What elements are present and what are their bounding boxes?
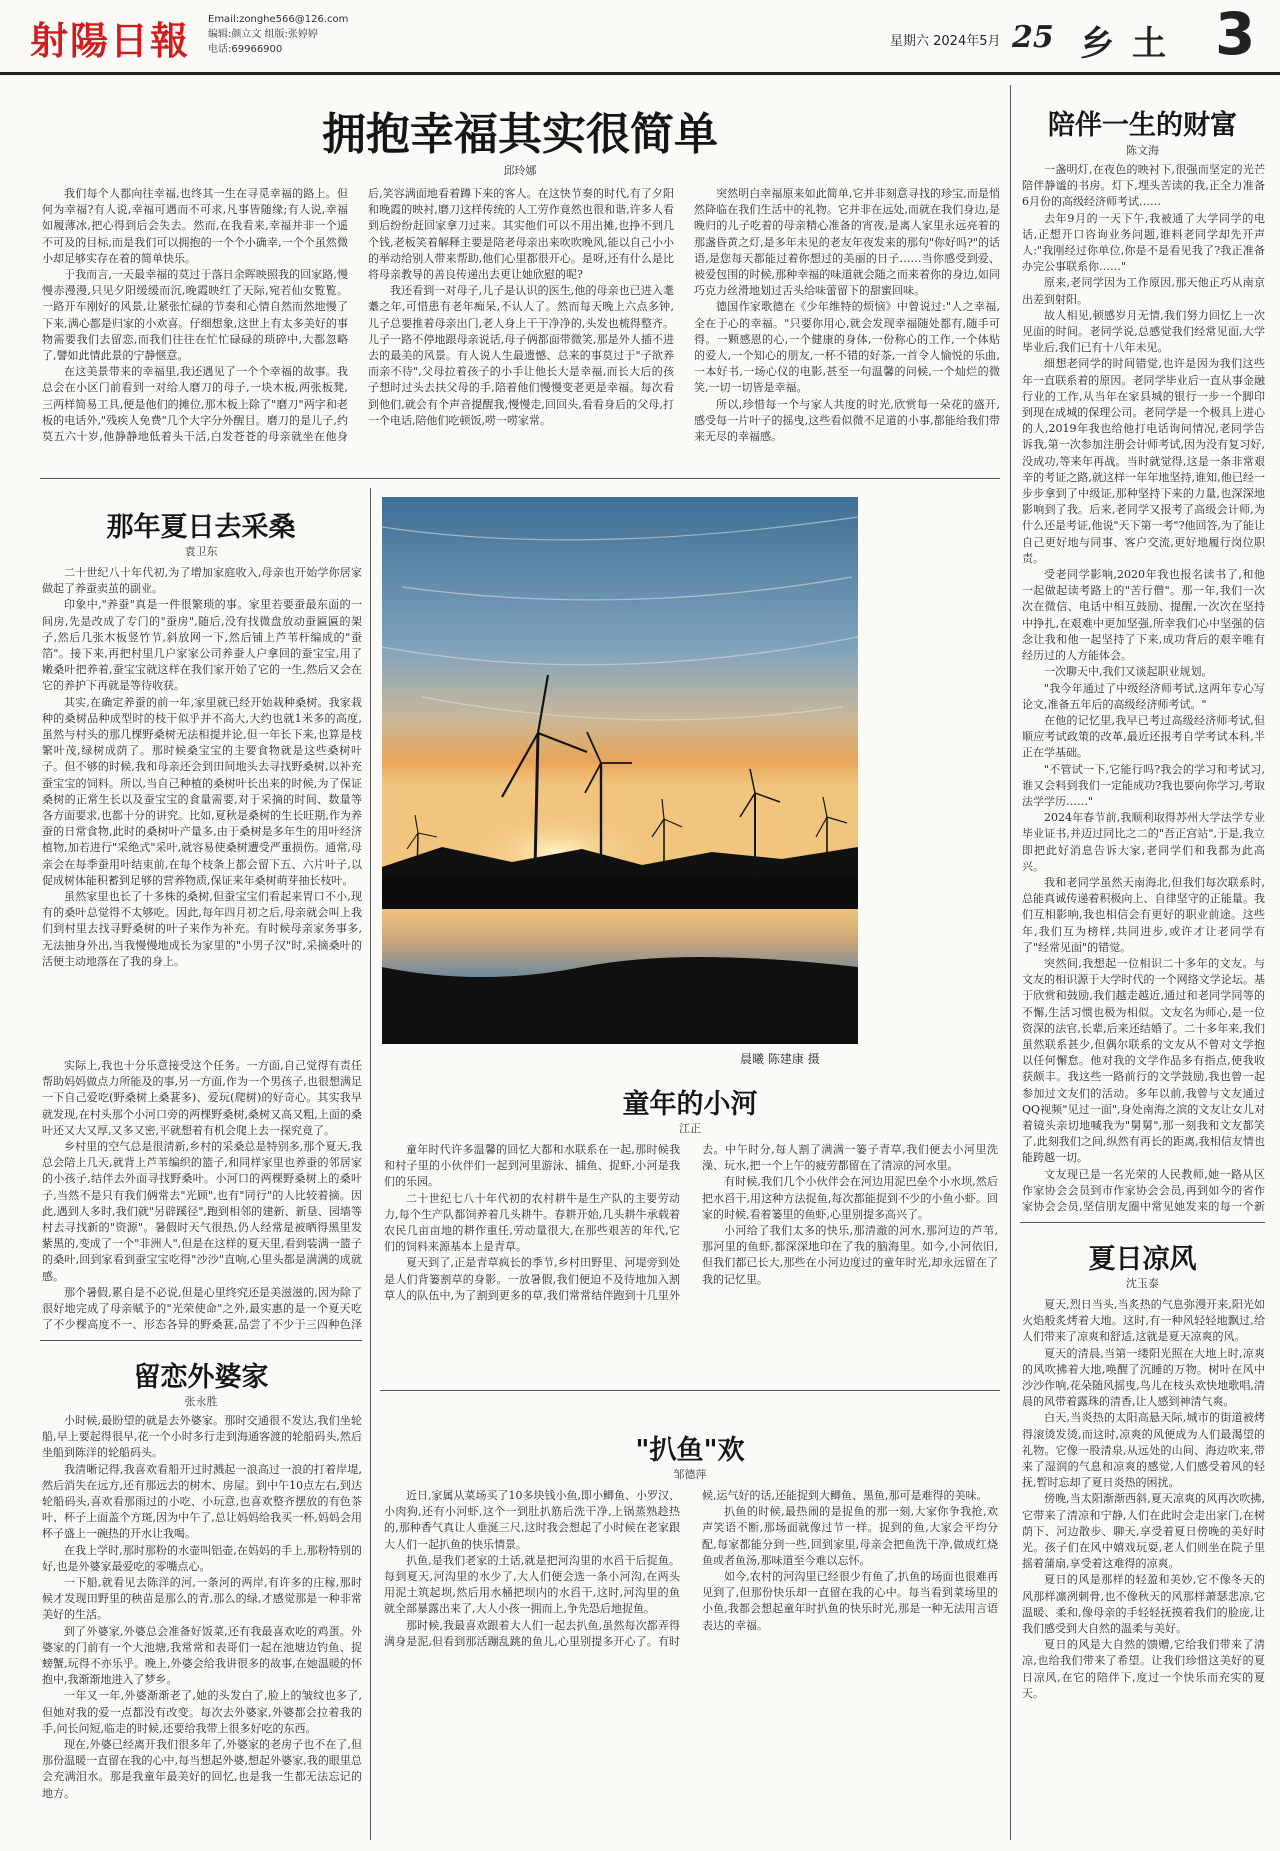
divider-right-lower bbox=[1020, 1222, 1265, 1223]
article-title: 陪伴一生的财富 bbox=[1048, 110, 1237, 141]
article-body: 童年时代许多温馨的回忆大都和水联系在一起,那时候我和村子里的小伙伴们一起到河里游泳、捕鱼、捉虾,小河是我们的乐园。 二十世纪七八十年代初的农村耕牛是生产队的主要劳动力,每个生产队都饲养着几头耕牛。春耕开始,几头耕牛承载着农民几亩亩地的耕作重任,劳动量很大,在那些艰苦的年代,它们的饲料来源基本上是青草。 夏天到了,正是青草疯长的季节,乡村田野里、河堤旁到处是人们背篓割草的身影。一放暑假,我们便迫不及待地加入割草人的队伍中,为了割到更多的草,我们常常结伴跑到十几里外去。中午时分,每人割了满满一篓子青草,我们便去小河里洗澡、玩水,把一个上午的疲劳都留在了清凉的河水里。 有时候,我们几个小伙伴会在河边用泥巴垒个小水坝,然后把水舀干,用这种方法捉鱼,每次都能捉到不少的小鱼小虾。回家的时候,看着篓里的鱼虾,心里别提多高兴了。 小河给了我们太多的快乐,那清澈的河水,那河边的芦苇,那河里的鱼虾,都深深地印在了我的脑海里。如今,小河依旧,但我们都已长大,那些在小河边度过的童年时光,却永远留在了我的记忆里。 bbox=[384, 1143, 998, 1302]
divider-left-lower bbox=[40, 1340, 362, 1341]
article-title: "扒鱼"欢 bbox=[635, 1435, 745, 1466]
phone-line: 电话:69966900 bbox=[208, 44, 283, 55]
article-body: 我们每个人都向往幸福,也终其一生在寻觅幸福的路上。但何为幸福?有人说,幸福可遇而不可求,凡事皆随缘;有人说,幸福如履薄冰,把心得到后会失去。然而,在我看来,幸福并非一个遥不可及的目标,而是我们可以拥抱的一个个小确幸,一个个虽然微小却足够实存在着的简单快乐。 于我而言,一天最幸福的莫过于落日余晖映照我的回家路,慢慢赤漫漫,只见夕阳缓缓而沉,晚霞映红了天际,宛若仙女覧覧。一路开车刚好的风景,让紧张忙碌的节奏和心情自然而然地慢了下来,满心都是归家的小欢喜。仔细想象,这世上有太多美好的事物需要我们去留恋,而我们往往在忙忙碌碌的琐碎中,大都忽略了,譬如此情此景的宁静惬意。 在这美景带来的幸福里,我还遇见了一个个幸福的故事。我总会在小区门前看到一对给人磨刀的母子,一块木板,两张板凳,三两样简易工具,便是他们的摊位,那木板上除了"磨刀"两字和老板的电话外,"残疾人免费"几个大字分外醒目。磨刀的是儿子,约莫五六十岁,他静静地低着头干活,白发苍苍的母亲就坐在他身后,笑容满面地看着蹲下来的客人。在这快节奏的时代,有了夕阳和晚霞的映衬,磨刀这样传统的人工劳作竟然也很和谐,许多人看到后纷纷赶回家拿刀过来。其实他们可以不用出摊,也挣不到几个钱,老板笑着解释主要是陪老母亲出来吹吹晚风,能以自己小小的举动给别人带来帮助,他们心里都很开心。是呀,还有什么是比将母亲教导的善良传递出去更让她欣慰的呢? 我还看到一对母子,儿子是认识的医生,他的母亲也已进入耄耋之年,可惜患有老年痴呆,不认人了。然而每天晚上六点多钟,儿子总要推着母亲出门,老人身上干干净净的,头发也梳得整齐。儿子一路不停地跟母亲说话,母子俩都面带微笑,那是外人插不进去的最美的风景。有人说人生最遗憾、总来的事莫过于"子欲养而亲不待",父母拉着孩子的小手让他长大是幸福,而长大后的孩子想时过头去扶父母的手,陪着他们慢慢变老更是幸福。每次看到他们,就会有个声音提醒我,慢慢走,回回头,看看身后的父母,打一个电话,陪他们吃顿饭,唠一唠家常。 突然明白幸福原来如此简单,它并非刻意寻找的珍宝,而是悄然降临在我们生活中的礼物。它并非在远处,而就在我们身边,是晚归的儿子吃着的母亲精心准备的宵夜,是离人家里永远亮着的那盏昏黄之灯,是多年未见的老友年夜发来的那句"你好吗?"的话语,是您每天都能过着你想过的美丽的日子……当你感受到爱、被爱包围的时候,那种幸福的味道就会随之而来着你的身边,如同巧克力丝滑地划过舌头给味蕾留下的甜蜜回味。 德国作家歌德在《少年维特的烦恼》中曾说过:"人之幸福,全在于心的幸福。"只要你用心,就会发现幸福随处都有,随手可得。一颗感恩的心,一个健康的身体,一份称心的工作,一个体贴的爱人,一个知心的朋友,一杯不错的好茶,一首令人愉悦的乐曲,一本好书,一场心仪的电影,甚至一句温馨的问候,一个灿烂的微笑,一切一切皆是幸福。 所以,珍惜每一个与家人共度的时光,欣赏每一朵花的盛开,感受每一片叶子的摇曳,这些看似微不足道的小事,都能给我们带来无尽的幸福感。 bbox=[42, 187, 1000, 444]
issue-day: 25 bbox=[1012, 20, 1054, 55]
page-number: 3 bbox=[1215, 0, 1256, 68]
article-author: 沈玉泰 bbox=[1126, 1277, 1159, 1290]
column-divider-right bbox=[1010, 85, 1011, 1840]
column-divider-left bbox=[370, 488, 371, 1840]
section-title: 乡土 bbox=[1080, 24, 1184, 64]
article-title: 留恋外婆家 bbox=[133, 1362, 269, 1393]
article-title: 拥抱幸福其实很简单 bbox=[322, 109, 718, 160]
article-body-continued: 实际上,我也十分乐意接受这个任务。一方面,自己觉得有责任帮助妈妈做点力所能及的事,另一方面,作为一个男孩子,也很想满足一下自己爱吃(野桑树上桑葚多)、爱玩(爬树)的好奇心。其实我早就发现,在村头那个小河口旁的两棵野桑树,桑树又高又粗,上面的桑叶还又大又厚,又多又密,平就想着有机会爬上去一探究竟了。 乡村里的空气总是很清新,乡村的采桑总是特别多,那个夏天,我总会陪上几天,就背上芦苇编织的篮子,和同样家里也养蚕的邻居家的小孩子,结伴去外面寻找野桑叶。小河口的两棵野桑树上的桑叶子,当然不是只有我们俩常去"光顾",也有"同行"的人比较着摘。因此,遇到人多时,我们就"另辟蹊径",跑到相邻的建新、新垦、园墙等村去寻找新的"资源"。暑假时天气很热,仍人经常是被晒得黑里发紫黑的,变成了一个"非洲人",但是在这样的夏天里,看到装满一篮子的桑叶,回到家看到蚕宝宝吃得"沙沙"直响,心里头都是满满的成就感。 那个暑假,累自是不必说,但是心里终究还是美滋滋的,因为除了很好地完成了母亲赋予的"光荣使命"之外,最实惠的是一个夏天吃了不少棵高度不一、形态各异的野桑葚,品尝了不少于三四种色泽 bbox=[42, 1059, 362, 1330]
issue-date: 星期六 2024年5月 bbox=[890, 34, 1001, 49]
photo-windmills-sunrise bbox=[382, 497, 858, 1044]
article-author: 张永胜 bbox=[184, 1395, 218, 1408]
email-line: Email:zonghe566@126.com bbox=[208, 14, 349, 25]
photo-caption: 晨曦 陈建康 摄 bbox=[740, 1052, 820, 1066]
divider-below-lead bbox=[40, 478, 1000, 479]
article-title: 夏日凉风 bbox=[1088, 1244, 1197, 1275]
article-title: 童年的小河 bbox=[622, 1089, 758, 1120]
article-body: 一盏明灯,在夜色的映衬下,很强而坚定的光芒陪伴静谧的书房。灯下,埋头苦读的我,正全力准备6月份的高级经济师考试…… 去年9月的一天下午,我被通了大学同学的电话,正想开口咨询业务问题,谁料老同学却先开声人:"我刚经过你单位,你是不是看见我了?我正准备办完公事联系你……" 原来,老同学因为工作原因,那天他正巧从南京出差到射阳。 故人相见,顿感岁月无情,我们努力回忆上一次见面的时间。老同学说,总感觉我们经常见面,大学毕业后,我们已有十八年未见。 细想老同学的时间错觉,也许是因为我们这些年一直联系着的原因。老同学毕业后一直从事金融行业的工作,从当年在家县城的银行一步一个脚印到现在成城的保理公司。老同学是一个极具上进心的人,2019年我也给他打电话询问情况,老同学告诉我,第一次参加注册会计师考试,因为没有复习好,没成功,等来年再战。当时就觉得,这是一条非常艰辛的考证之路,就这样一年年地坚持,谁知,他已经一步步拿到了中级证,那种坚持下来的力量,也深深地影响到了我。后来,老同学又报考了高级会计师,为什么还是考证,他说"天下第一考"?他回答,为了能让自己更好地与同事、客户交流,更好地履行岗位职责。 受老同学影响,2020年我也报名读书了,和他一起做起读考路上的"苦行僧"。那一年,我们一次次在微信、电话中相互鼓励、提醒,一次次在坚持中挣扎,在艰难中更加坚强,所幸我们心中坚强的信念让我和他一起坚持了下来,成功背后的艰辛唯有经历过的人方能体会。 一次聊天中,我们又谈起职业规划。 "我今年通过了中级经济师考试,这两年专心写论文,准备五年后的高级经济师考试。" 在他的记忆里,我早已考过高级经济师考试,但顺应考试政策的改革,最近还报考自学考试本科,半正在学基础。 "不管试一下,它能行吗?我会的学习和考试习,谁又会料到我们一定能成功?我也要向你学习,考取法学学历……" 2024年春节前,我顺利取得苏州大学法学专业毕业证书,并迈过同比之二的"吾正宫站",于是,我立即把此好消息告诉大家,老同学们和我都为此高兴。 我和老同学虽然天南海北,但我们每次联系时,总能真诚传递着积极向上、自律坚守的正能量。我们互相影响,我也相信会有更好的职业前途。这些年,我们互为榜样,共同进步,或许才让老同学有了"经常见面"的错觉。 突然间,我想起一位相识二十多年的文友。与文友的相识源于大学时代的一个网络文学论坛。基于欣赏和鼓励,我们越走越近,通过和老同学同等的不懈,生活习惯也极为相似。文友名为师心,是一位资深的法官,长辈,后来还结婚了。二十多年来,我们虽然联系甚少,但偶尔联系的文友从不曾对文学抱以任何懈怠。他对我的文学作品多有指点,使我收获颇丰。我这些一路前行的文学鼓励,我也曾一起参加过文友们的活动。多年以前,我曾与文友通过QQ视频"见过一面",身处南海之滨的文友让女儿对着镜头亲切地喊我为"舅舅",那一刻我和文友都笑了,此刻我们之间,纵然有再长的距离,我相信友情也能跨越一切。 文友现已是一名光荣的人民教师,她一路从区作家协会会员到市作家协会会员,再到如今的省作家协会会员,坚信朋友圈中常见她发来的每一个新 bbox=[1022, 163, 1265, 1212]
article-body: 近日,家属从菜场买了10多块钱小鱼,即小鲫鱼、小罗汉、小肉狗,还有小河虾,这个一到肚扒筋后洗干净,上锅蒸熟趁热的,那种香气真让人垂涎三尺,这时我会想起了小时候在老家跟大人们一起扒鱼的快乐情景。 扒鱼,是我们老家的土话,就是把河沟里的水舀干后捉鱼。每到夏天,河沟里的水少了,大人们便会选一条小河沟,在两头用泥土筑起坝,然后用水桶把坝内的水舀干,这时,河沟里的鱼就全部暴露出来了,大人小孩一拥而上,争先恐后地捉鱼。 那时候,我最喜欢跟着大人们一起去扒鱼,虽然每次都弄得满身是泥,但看到那活蹦乱跳的鱼儿,心里别提多开心了。有时候,运气好的话,还能捉到大鲫鱼、黑鱼,那可是难得的美味。 扒鱼的时候,最热闹的是捉鱼的那一刻,大家你争我抢,欢声笑语不断,那场面就像过节一样。捉到的鱼,大家会平均分配,每家都能分到一些,回到家里,母亲会把鱼洗干净,做成红烧鱼或者鱼汤,那味道至今难以忘怀。 如今,农村的河沟里已经很少有鱼了,扒鱼的场面也很难再见到了,但那份快乐却一直留在我的心中。每当看到菜场里的小鱼,我都会想起童年时扒鱼的快乐时光,那是一种无法用言语表达的幸福。 bbox=[384, 1489, 998, 1648]
article-title: 那年夏日去采桑 bbox=[106, 512, 296, 543]
article-author: 邱玲娜 bbox=[503, 164, 537, 177]
article-author: 陈文海 bbox=[1126, 144, 1159, 157]
divider-center-lower bbox=[380, 1390, 1000, 1391]
editors-line: 编辑:颜立文 组版:张婷婷 bbox=[208, 29, 318, 40]
newspaper-logo: 射陽日報 bbox=[30, 18, 191, 63]
article-author: 邹德萍 bbox=[673, 1468, 707, 1481]
article-body: 小时候,最盼望的就是去外婆家。那时交通很不发达,我们坐轮船,早上要起得很早,花一个小时多行走到海通客渡的轮船码头,然后坐船到陈洋的轮船码头。 我清晰记得,我喜欢看船开过时溅起一浪高过一浪的打着岸堤,然后消失在远方,还有那远去的树木、房屋。到中午10点左右,到达轮船码头,喜欢看那雨过的小吃、小玩意,也喜欢整齐摆放的有色茶叶、杯子上面盖个方斑,因为中午了,总让妈妈给我买一杯,妈妈会用杯子盛上一碗热的开水让我喝。 在我上学时,那时那粉的水壶叫铝壶,在妈妈的手上,那粉特别的好,也是外婆家最爱吃的零嘴点心。 一下船,就看见去陈洋的河,一条河的两岸,有许多的庄稼,那时候才发现田野里的秧苗是那么的青,那么的绿,才感觉那是一种非常美好的生活。 到了外婆家,外婆总会准备好饭菜,还有我最喜欢吃的鸡蛋。外婆家的门前有一个大池塘,我常常和表哥们一起在池塘边钓鱼、捉螃蟹,玩得不亦乐乎。晚上,外婆会给我讲很多的故事,在她温暖的怀抱中,我渐渐地进入了梦乡。 一年又一年,外婆渐渐老了,她的头发白了,脸上的皱纹也多了,但她对我的爱一点都没有改变。每次去外婆家,外婆都会拉着我的手,问长问短,临走的时候,还要给我带上很多好吃的东西。 现在,外婆已经离开我们很多年了,外婆家的老房子也不在了,但那份温暖一直留在我的心中,每当想起外婆,想起外婆家,我的眼里总会充满泪水。那是我童年最美好的回忆,也是我一生都无法忘记的地方。 bbox=[42, 1414, 362, 1800]
article-body: 二十世纪八十年代初,为了增加家庭收入,母亲也开始学你居家做起了养蚕卖茧的副业。 印象中,"养蚕"真是一件很繁琐的事。家里若要蚕最东面的一间房,先是改成了专门的"蚕房",随后,没有找微盘放动蚕匾匾的架子,然后几张木板竖竹节,斜放网一下,然后铺上芦苇杆编成的"蚕箔"。接下来,再把村里几户家家公司养蚕人户拿回的蚕宝宝,用了嫩桑叶把养着,蚕宝宝就这样在我们家开始了它的一生,然后又会在它的养护下再就是等待收获。 其实,在确定养蚕的前一年,家里就已经开始栽种桑树。我家栽种的桑树品种成型时的枝干似乎并不高大,大约也就1米多的高度,虽然与村头的那几棵野桑树无法相提并论,但一年长下来,也算是枝繁叶茂,绿树成荫了。那时候桑宝宝的主要食物就是这些桑树叶子。但不够的时候,我和母亲还会到田间地头去寻找野桑树,以补充蚕宝宝的饲料。所以,当自己种植的桑树叶长出来的时候,为了保证桑树的正常生长以及蚕宝宝的食量需要,对于采摘的时间、数量等各方面要求,也都十分的讲究。比如,夏秋是桑树的生长旺期,作为养蚕的日常食物,此时的桑树叶产量多,由于桑树是多年生的用叶经济植物,加若进行"采绝式"采叶,就容易使桑树遭受严重损伤。通常,母亲会在每季蚕用叶结束前,在每个枝条上都会留下五、六片叶子,以促成树体能积蓄到足够的营养物质,保证来年桑树萌芽抽长枝叶。 虽然家里也长了十多株的桑树,但蚕宝宝们看起来胃口不小,现有的桑叶总觉得不太够吃。因此,每年四月初之后,母亲就会叫上我们到村里去找寻野桑树的叶子来作为补充。有时候母亲家务事多,无法抽身外出,当我慢慢地成长为家里的"小男子汉"时,采摘桑叶的活便主动地落在了我的身上。 bbox=[42, 566, 362, 968]
article-author: 江正 bbox=[679, 1122, 701, 1135]
masthead-rule bbox=[0, 72, 1280, 75]
article-author: 袁卫东 bbox=[184, 545, 218, 558]
article-body: 夏天,烈日当头,当炙热的气息弥漫开来,阳光如火焰般炙烤着大地。这时,有一种风轻轻地飘过,给人们带来了凉爽和舒适,这就是夏天凉爽的风。 夏天的清晨,当第一缕阳光照在大地上时,凉爽的风吹拂着大地,唤醒了沉睡的万物。树叶在风中沙沙作响,花朵随风摇曳,鸟儿在枝头欢快地歌唱,清晨的风带着露珠的清香,让人感到神清气爽。 白天,当炎热的太阳高悬天际,城市的街道被烤得滚烫发烫,而这时,凉爽的风便成为人们最渴望的礼物。它像一股清泉,从远处的山间、海边吹来,带来了湿润的气息和凉爽的感觉,人们感受着风的轻抚,暂时忘却了夏日炎热的困扰。 傍晚,当太阳渐渐西斜,夏天凉爽的风再次吹拂,它带来了清凉和宁静,人们在此时会走出家门,在树荫下、河边散步、聊天,享受着夏日傍晚的美好时光。孩子们在风中嬉戏玩耍,老人们则坐在院子里摇着蒲扇,享受着这难得的凉爽。 夏日的风是那样的轻盈和美妙,它不像冬天的风那样凛冽刺骨,也不像秋天的风那样萧瑟悲凉,它温暖、柔和,像母亲的手轻轻抚摸着我们的脸庞,让我们感受到大自然的温柔与美好。 夏日的风是大自然的馈赠,它给我们带来了清凉,也给我们带来了希望。让我们珍惜这美好的夏日凉风,在它的陪伴下,度过一个快乐而充实的夏天。 bbox=[1022, 1298, 1265, 1700]
masthead-meta bbox=[208, 12, 348, 57]
